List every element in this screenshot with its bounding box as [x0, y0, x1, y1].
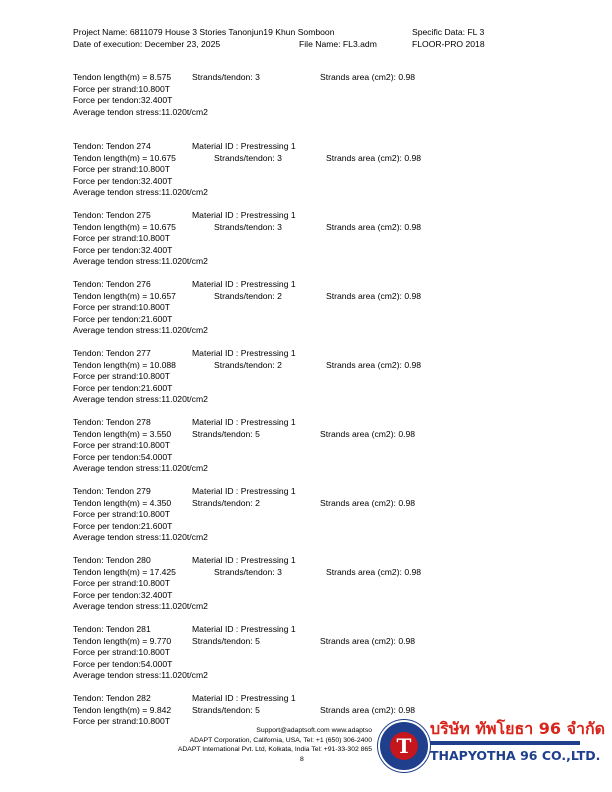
tendon-length: Tendon length(m) = 9.770	[73, 635, 172, 646]
tendon-id: Tendon: Tendon 277	[73, 348, 151, 358]
tendon-length: Tendon length(m) = 3.550	[73, 428, 172, 439]
tendon-block-continued	[73, 72, 493, 141]
tendon-length-line	[73, 291, 493, 303]
tendon-length: Tendon length(m) = 17.425	[73, 566, 176, 577]
average-stress: Average tendon stress:11.020t/cm2	[73, 601, 208, 611]
tendon-length: Tendon length(m) = 8.575	[73, 72, 172, 82]
force-per-strand: Force per strand:10.800T	[73, 716, 170, 726]
tendon-title-line	[73, 693, 493, 705]
tendon-length-line	[73, 429, 493, 441]
material-id: Material ID : Prestressing 1	[192, 693, 296, 703]
tendon-id: Tendon: Tendon 282	[73, 693, 151, 703]
material-id: Material ID : Prestressing 1	[192, 486, 296, 496]
force-per-strand: Force per strand:10.800T	[73, 509, 170, 519]
tendon-block	[73, 279, 493, 348]
tendon-length: Tendon length(m) = 10.088	[73, 359, 176, 370]
tendon-block	[73, 417, 493, 486]
page-number: 8	[300, 756, 304, 763]
strands-area: Strands area (cm2): 0.98	[326, 152, 422, 163]
tendon-length-line	[73, 567, 493, 579]
logo-thai-name: บริษัท ทัพโยธา 96 จำกัด	[430, 719, 606, 738]
force-per-strand: Force per strand:10.800T	[73, 647, 170, 657]
strands-area: Strands area (cm2): 0.98	[320, 635, 416, 646]
force-per-strand: Force per strand:10.800T	[73, 164, 170, 174]
header-row-2	[73, 39, 553, 51]
force-per-tendon: Force per tendon:21.600T	[73, 382, 173, 393]
footer-corp-india: ADAPT International Pvt. Ltd, Kolkata, India Tel: +91-33-302 865	[177, 746, 372, 753]
force-per-strand: Force per strand:10.800T	[73, 233, 170, 243]
strands-per-tendon: Strands/tendon: 3	[214, 152, 282, 163]
material-id: Material ID : Prestressing 1	[192, 279, 296, 289]
force-per-tendon: Force per tendon:32.400T	[73, 589, 173, 600]
footer-contact	[140, 726, 372, 755]
tendon-block	[73, 486, 493, 555]
tendon-length: Tendon length(m) = 10.675	[73, 152, 176, 163]
force-per-strand: Force per strand:10.800T	[73, 371, 170, 381]
average-stress: Average tendon stress:11.020t/cm2	[73, 670, 208, 680]
force-per-tendon: Force per tendon:54.000T	[73, 451, 173, 462]
material-id: Material ID : Prestressing 1	[192, 141, 296, 151]
tendon-title-line	[73, 417, 493, 429]
tendon-length-line	[73, 360, 493, 372]
tendon-length-line	[73, 222, 493, 234]
tendon-title-line	[73, 486, 493, 498]
average-stress: Average tendon stress:11.020t/cm2	[73, 187, 208, 197]
strands-area: Strands area (cm2): 0.98	[326, 566, 422, 577]
execution-date: Date of execution: December 23, 2025	[73, 39, 221, 49]
strands-area: Strands area (cm2): 0.98	[326, 221, 422, 232]
force-per-tendon: Force per tendon:54.000T	[73, 658, 173, 669]
tendon-length: Tendon length(m) = 10.675	[73, 221, 176, 232]
tendon-length-line	[73, 72, 493, 84]
average-stress: Average tendon stress:11.020t/cm2	[73, 532, 208, 542]
tendon-length: Tendon length(m) = 9.842	[73, 704, 172, 715]
strands-per-tendon: Strands/tendon: 5	[192, 635, 260, 646]
material-id: Material ID : Prestressing 1	[192, 555, 296, 565]
tendon-title-line	[73, 141, 493, 153]
average-stress: Average tendon stress:11.020t/cm2	[73, 325, 208, 335]
company-logo	[374, 714, 606, 772]
tendon-id: Tendon: Tendon 275	[73, 210, 151, 220]
file-name: File Name: FL3.adm	[299, 39, 377, 49]
average-stress: Average tendon stress:11.020t/cm2	[73, 463, 208, 473]
tendon-id: Tendon: Tendon 279	[73, 486, 151, 496]
project-name: Project Name: 6811079 House 3 Stories Tanonjun19 Khun Somboon	[73, 27, 335, 37]
force-per-tendon: Force per tendon:32.400T	[73, 244, 173, 255]
average-stress: Average tendon stress:11.020t/cm2	[73, 256, 208, 266]
average-stress: Average tendon stress:11.020t/cm2	[73, 106, 208, 117]
report-header	[73, 27, 553, 51]
force-per-strand: Force per strand:10.800T	[73, 440, 170, 450]
force-per-tendon: Force per tendon:21.600T	[73, 313, 173, 324]
header-row-1	[73, 27, 553, 39]
specific-data: Specific Data: FL 3	[412, 27, 485, 37]
tendon-length-line	[73, 498, 493, 510]
tendon-report	[73, 72, 493, 762]
footer-support: Support@adaptsoft.com www.adaptso	[256, 727, 372, 734]
material-id: Material ID : Prestressing 1	[192, 210, 296, 220]
strands-area: Strands area (cm2): 0.98	[326, 290, 422, 301]
strands-per-tendon: Strands/tendon: 2	[214, 359, 282, 370]
tendon-block	[73, 624, 493, 693]
material-id: Material ID : Prestressing 1	[192, 348, 296, 358]
software-version: FLOOR-PRO 2018	[412, 39, 485, 49]
tendon-block	[73, 210, 493, 279]
strands-area: Strands area (cm2): 0.98	[320, 428, 416, 439]
tendon-id: Tendon: Tendon 278	[73, 417, 151, 427]
tendon-block	[73, 348, 493, 417]
tendon-title-line	[73, 279, 493, 291]
tendon-title-line	[73, 624, 493, 636]
tendon-block	[73, 141, 493, 210]
strands-area: Strands area (cm2): 0.98	[320, 72, 416, 82]
strands-per-tendon: Strands/tendon: 5	[192, 704, 260, 715]
tendon-length: Tendon length(m) = 10.657	[73, 290, 176, 301]
tendon-title-line	[73, 555, 493, 567]
average-stress: Average tendon stress:11.020t/cm2	[73, 394, 208, 404]
strands-per-tendon: Strands/tendon: 3	[192, 72, 260, 82]
strands-area: Strands area (cm2): 0.98	[320, 704, 416, 715]
tendon-block	[73, 555, 493, 624]
tendon-id: Tendon: Tendon 281	[73, 624, 151, 634]
strands-per-tendon: Strands/tendon: 3	[214, 566, 282, 577]
tendon-length: Tendon length(m) = 4.350	[73, 497, 172, 508]
force-per-tendon: Force per tendon:32.400T	[73, 175, 173, 186]
logo-emblem	[378, 720, 430, 772]
material-id: Material ID : Prestressing 1	[192, 624, 296, 634]
tendon-list	[73, 141, 493, 762]
footer-corp-us: ADAPT Corporation, California, USA, Tel: +1 (650) 306-2400	[189, 736, 372, 744]
force-per-tendon: Force per tendon:21.600T	[73, 520, 173, 531]
force-per-strand: Force per strand:10.800T	[73, 83, 170, 94]
strands-area: Strands area (cm2): 0.98	[320, 497, 416, 508]
force-per-tendon: Force per tendon:32.400T	[73, 95, 173, 105]
tendon-length-line	[73, 636, 493, 648]
logo-divider	[430, 741, 580, 745]
force-per-strand: Force per strand:10.800T	[73, 302, 170, 312]
material-id: Material ID : Prestressing 1	[192, 417, 296, 427]
strands-area: Strands area (cm2): 0.98	[326, 359, 422, 370]
tendon-id: Tendon: Tendon 276	[73, 279, 151, 289]
strands-per-tendon: Strands/tendon: 5	[192, 428, 260, 439]
strands-per-tendon: Strands/tendon: 3	[214, 221, 282, 232]
strands-per-tendon: Strands/tendon: 2	[192, 497, 260, 508]
logo-english-name: THAPYOTHA 96 CO.,LTD.	[430, 748, 601, 763]
tendon-id: Tendon: Tendon 280	[73, 555, 151, 565]
tendon-title-line	[73, 348, 493, 360]
tendon-title-line	[73, 210, 493, 222]
tendon-id: Tendon: Tendon 274	[73, 141, 151, 151]
strands-per-tendon: Strands/tendon: 2	[214, 290, 282, 301]
logo-initial: T	[390, 732, 418, 760]
tendon-length-line	[73, 153, 493, 165]
force-per-strand: Force per strand:10.800T	[73, 578, 170, 588]
